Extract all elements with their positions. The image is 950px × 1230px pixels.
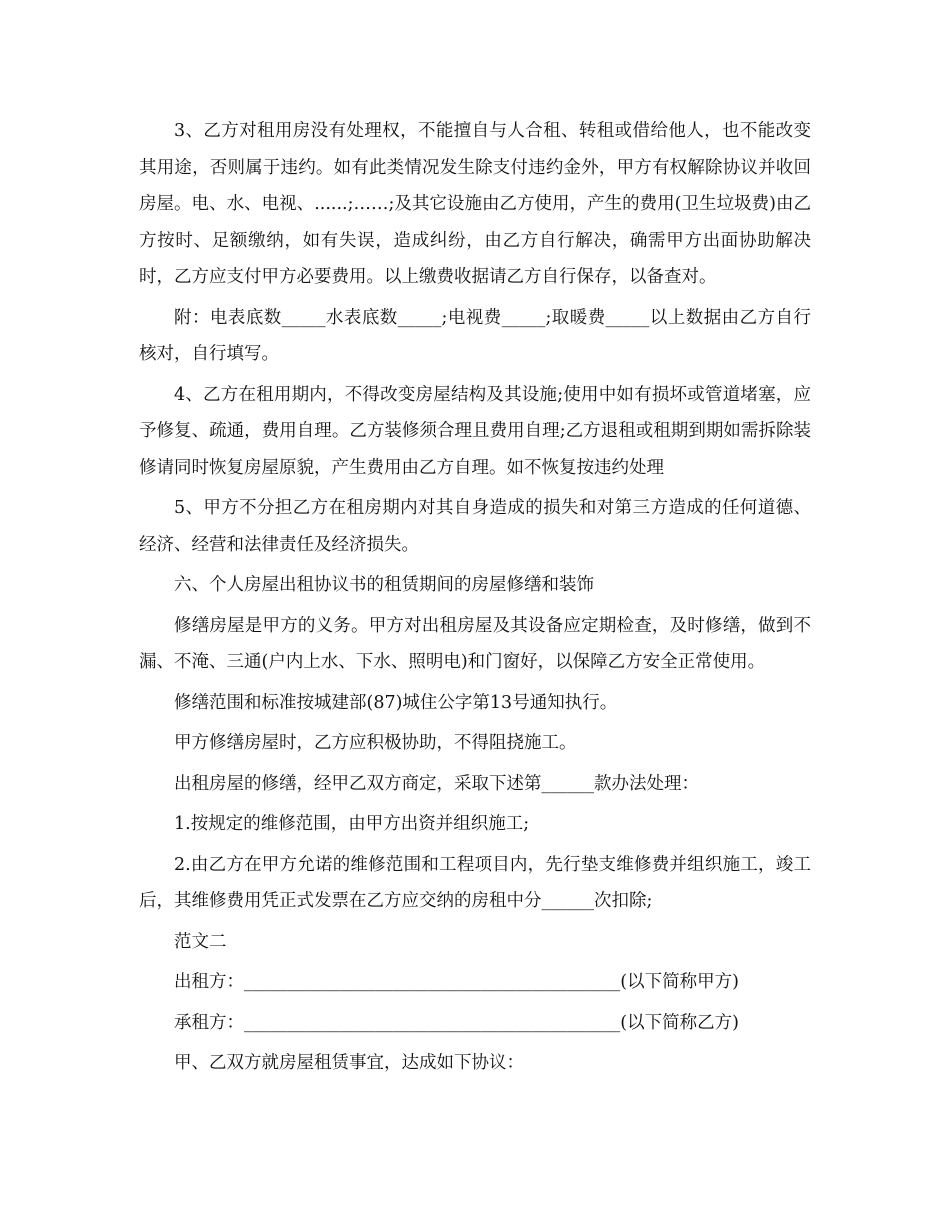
paragraph-agreement-intro: 甲、乙双方就房屋租赁事宜，达成如下协议：: [174, 1053, 524, 1073]
paragraph-clause-5: 5、甲方不分担乙方在租房期内对其自身造成的损失和对第三方造成的任何道德、经济、经营和法律责任及经济损失。: [139, 498, 811, 555]
paragraph-meter-readings: 附：电表底数_____水表底数_____;电视费_____;取暖费_____以上数据由乙方自行核对，自行填写。: [139, 307, 811, 364]
lessor-field: 出租方：___________________________________________(以下简称甲方): [174, 972, 739, 992]
paragraph-repair-duty: 修缮房屋是甲方的义务。甲方对出租房屋及其设备应定期检查，及时修缮，做到不漏、不淹、三通(户内上水、下水、照明电)和门窗好，以保障乙方安全正常使用。: [139, 615, 811, 672]
paragraph-repair-standard: 修缮范围和标准按城建部(87)城住公字第13号通知执行。: [174, 692, 618, 713]
section-heading-repairs: 六、个人房屋出租协议书的租赁期间的房屋修缮和装饰: [174, 575, 594, 595]
paragraph-repair-method: 出租房屋的修缮，经甲乙双方商定，采取下述第______款办法处理：: [174, 773, 699, 794]
paragraph-repair-cooperation: 甲方修缮房屋时，乙方应积极协助，不得阻挠施工。: [174, 733, 577, 753]
lessee-field: 承租方：___________________________________________(以下简称乙方): [174, 1012, 739, 1033]
list-item-method-1: 1.按规定的维修范围，由甲方出资并组织施工;: [174, 814, 530, 834]
paragraph-clause-4: 4、乙方在租用期内，不得改变房屋结构及其设施;使用中如有损坏或管道堵塞，应予修复、疏通，费用自理。乙方装修须合理且费用自理;乙方退租或租期到期如需拆除装修请同时恢复房屋原貌，产生费用由乙方自理。如不恢复按违约处理: [139, 384, 811, 478]
paragraph-clause-3: 3、乙方对租用房没有处理权，不能擅自与人合租、转租或借给他人，也不能改变其用途，否则属于违约。如有此类情况发生除支付违约金外，甲方有权解除协议并收回房屋。电、水、电视、......;……;及其它设施由乙方使用，产生的费用(卫生垃圾费)由乙方按时、足额缴纳，如有失误，造成纠纷，由乙方自行解决，确需甲方出面协助解决时，乙方应支付甲方必要费用。以上缴费收据请乙方自行保存，以备查对。: [139, 121, 811, 287]
section-heading-sample-2: 范文二: [174, 931, 227, 952]
document-body: [139, 113, 811, 1082]
list-item-method-2: 2.由乙方在甲方允诺的维修范围和工程项目内，先行垫支维修费并组织施工，竣工后，其维修费用凭正式发票在乙方应交纳的房租中分______次扣除;: [139, 854, 811, 911]
